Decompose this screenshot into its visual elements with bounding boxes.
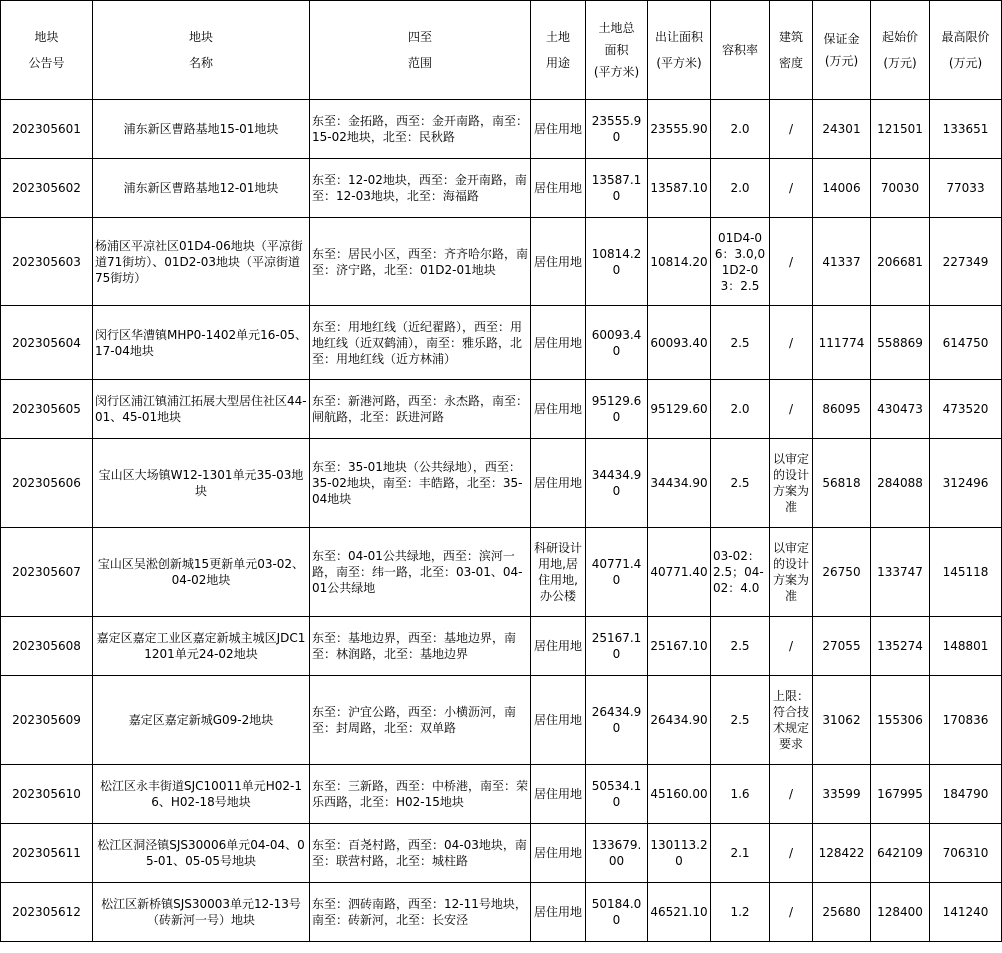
cell-land-use: 科研设计用地,居住用地,办公楼	[531, 528, 586, 617]
header-deposit	[813, 1, 871, 100]
cell-boundaries: 东至：三新路，西至：中桥港，南至：荣乐西路，北至：H02-15地块	[310, 765, 531, 824]
cell-announcement-no: 202305604	[1, 306, 93, 380]
cell-density: /	[770, 218, 813, 306]
cell-boundaries: 东至：04-01公共绿地，西至：滨河一路，南至：纬一路，北至：03-01、04-01公共绿地	[310, 528, 531, 617]
table-row	[1, 824, 1002, 883]
cell-boundaries: 东至：沪宜公路，西至：小横沥河，南至：封周路，北至：双单路	[310, 676, 531, 765]
table-row	[1, 617, 1002, 676]
cell-max-price: 77033	[930, 159, 1002, 218]
cell-announcement-no: 202305603	[1, 218, 93, 306]
cell-sale-area: 45160.00	[648, 765, 711, 824]
cell-start-price: 206681	[871, 218, 930, 306]
cell-parcel-name: 宝山区大场镇W12-1301单元35-03地块	[93, 439, 310, 528]
cell-sale-area: 23555.90	[648, 100, 711, 159]
cell-announcement-no: 202305606	[1, 439, 93, 528]
header-text: 公告号	[28, 56, 65, 70]
cell-parcel-name: 杨浦区平凉社区01D4-06地块（平凉街道71街坊）、01D2-03地块（平凉街道75街坊）	[93, 218, 310, 306]
cell-parcel-name: 松江区永丰街道SJC10011单元H02-16、H02-18号地块	[93, 765, 310, 824]
header-far	[711, 1, 770, 100]
cell-announcement-no: 202305601	[1, 100, 93, 159]
cell-far: 2.1	[711, 824, 770, 883]
cell-max-price: 141240	[930, 883, 1002, 942]
header-text: 用途	[545, 56, 570, 70]
header-text: 建筑	[778, 30, 803, 44]
table-row	[1, 380, 1002, 439]
cell-boundaries: 东至：泗砖南路，西至：12-11号地块，南至：砖新河，北至：长安泾	[310, 883, 531, 942]
cell-boundaries: 东至：新港河路，西至：永杰路，南至：闸航路，北至：跃进河路	[310, 380, 531, 439]
cell-sale-area: 13587.10	[648, 159, 711, 218]
cell-land-use: 居住用地	[531, 765, 586, 824]
cell-parcel-name: 嘉定区嘉定新城G09-2地块	[93, 676, 310, 765]
table-row	[1, 100, 1002, 159]
cell-far: 1.6	[711, 765, 770, 824]
cell-sale-area: 34434.90	[648, 439, 711, 528]
cell-announcement-no: 202305610	[1, 765, 93, 824]
header-text: (万元)	[883, 56, 917, 70]
cell-land-use: 居住用地	[531, 439, 586, 528]
header-text: 起始价	[881, 30, 918, 44]
cell-boundaries: 东至：35-01地块（公共绿地），西至：35-02地块，南至：丰皓路，北至：35-04地块	[310, 439, 531, 528]
cell-density: 上限：符合技术规定要求	[770, 676, 813, 765]
cell-deposit: 27055	[813, 617, 871, 676]
cell-land-use: 居住用地	[531, 824, 586, 883]
header-sale-area	[648, 1, 711, 100]
cell-deposit: 56818	[813, 439, 871, 528]
cell-boundaries: 东至：百尧村路，西至：04-03地块，南至：联营村路，北至：城柱路	[310, 824, 531, 883]
table-row	[1, 159, 1002, 218]
cell-start-price: 167995	[871, 765, 930, 824]
header-text: 名称	[188, 56, 213, 70]
cell-total-area: 34434.90	[586, 439, 648, 528]
cell-sale-area: 130113.20	[648, 824, 711, 883]
header-text: 最高限价	[941, 30, 990, 44]
header-text: (万元)	[824, 54, 859, 68]
cell-parcel-name: 嘉定区嘉定工业区嘉定新城主城区JDC11201单元24-02地块	[93, 617, 310, 676]
cell-total-area: 95129.60	[586, 380, 648, 439]
header-boundaries	[310, 1, 531, 100]
header-text: (平方米)	[593, 65, 640, 79]
header-text: 密度	[778, 56, 803, 70]
cell-total-area: 60093.40	[586, 306, 648, 380]
cell-deposit: 25680	[813, 883, 871, 942]
cell-far: 2.0	[711, 100, 770, 159]
cell-boundaries: 东至：用地红线（近纪翟路），西至：用地红线（近双鹤浦），南至：雅乐路，北至：用地红线（近方林浦）	[310, 306, 531, 380]
cell-sale-area: 46521.10	[648, 883, 711, 942]
header-announcement-no	[1, 1, 93, 100]
cell-deposit: 24301	[813, 100, 871, 159]
cell-start-price: 284088	[871, 439, 930, 528]
cell-parcel-name: 松江区新桥镇SJS30003单元12-13号（砖新河一号）地块	[93, 883, 310, 942]
cell-density: /	[770, 765, 813, 824]
header-text: 范围	[407, 56, 432, 70]
cell-announcement-no: 202305612	[1, 883, 93, 942]
header-text: (平方米)	[656, 56, 702, 70]
cell-start-price: 135274	[871, 617, 930, 676]
cell-parcel-name: 浦东新区曹路基地15-01地块	[93, 100, 310, 159]
cell-start-price: 70030	[871, 159, 930, 218]
header-text: 保证金	[823, 32, 860, 46]
cell-sale-area: 60093.40	[648, 306, 711, 380]
header-text: 容积率	[721, 43, 758, 57]
cell-land-use: 居住用地	[531, 218, 586, 306]
cell-total-area: 26434.90	[586, 676, 648, 765]
cell-far: 03-02：2.5；04-02：4.0	[711, 528, 770, 617]
cell-deposit: 33599	[813, 765, 871, 824]
cell-land-use: 居住用地	[531, 676, 586, 765]
cell-max-price: 227349	[930, 218, 1002, 306]
header-max-price	[930, 1, 1002, 100]
table-row	[1, 218, 1002, 306]
table-row	[1, 306, 1002, 380]
table-row	[1, 439, 1002, 528]
cell-boundaries: 东至：基地边界，西至：基地边界，南至：林润路，北至：基地边界	[310, 617, 531, 676]
cell-max-price: 133651	[930, 100, 1002, 159]
table-row	[1, 765, 1002, 824]
cell-total-area: 23555.90	[586, 100, 648, 159]
cell-max-price: 184790	[930, 765, 1002, 824]
header-text: 四至	[407, 30, 432, 44]
cell-total-area: 10814.20	[586, 218, 648, 306]
cell-announcement-no: 202305609	[1, 676, 93, 765]
cell-density: /	[770, 159, 813, 218]
cell-density: /	[770, 824, 813, 883]
header-land-use	[531, 1, 586, 100]
cell-land-use: 居住用地	[531, 159, 586, 218]
cell-deposit: 86095	[813, 380, 871, 439]
cell-boundaries: 东至：金拓路，西至：金开南路，南至：15-02地块，北至：民秋路	[310, 100, 531, 159]
cell-land-use: 居住用地	[531, 306, 586, 380]
header-row	[1, 1, 1002, 100]
cell-parcel-name: 闵行区浦江镇浦江拓展大型居住社区44-01、45-01地块	[93, 380, 310, 439]
cell-announcement-no: 202305611	[1, 824, 93, 883]
header-text: (万元)	[948, 56, 983, 70]
cell-land-use: 居住用地	[531, 380, 586, 439]
header-text: 土地总	[598, 21, 635, 35]
cell-boundaries: 东至：居民小区，西至：齐齐哈尔路，南至：济宁路，北至：01D2-01地块	[310, 218, 531, 306]
cell-sale-area: 25167.10	[648, 617, 711, 676]
cell-far: 2.5	[711, 676, 770, 765]
cell-far: 01D4-06：3.0,01D2-03：2.5	[711, 218, 770, 306]
cell-max-price: 614750	[930, 306, 1002, 380]
cell-total-area: 133679.00	[586, 824, 648, 883]
table-row	[1, 676, 1002, 765]
cell-announcement-no: 202305608	[1, 617, 93, 676]
cell-start-price: 430473	[871, 380, 930, 439]
cell-max-price: 312496	[930, 439, 1002, 528]
cell-start-price: 642109	[871, 824, 930, 883]
cell-deposit: 41337	[813, 218, 871, 306]
cell-density: 以审定的设计方案为准	[770, 439, 813, 528]
cell-density: /	[770, 306, 813, 380]
cell-parcel-name: 闵行区华漕镇MHP0-1402单元16-05、17-04地块	[93, 306, 310, 380]
header-start-price	[871, 1, 930, 100]
cell-land-use: 居住用地	[531, 883, 586, 942]
cell-far: 2.5	[711, 306, 770, 380]
cell-boundaries: 东至：12-02地块，西至：金开南路，南至：12-03地块，北至：海福路	[310, 159, 531, 218]
cell-sale-area: 26434.90	[648, 676, 711, 765]
header-text: 地块	[34, 30, 59, 44]
cell-total-area: 40771.40	[586, 528, 648, 617]
cell-max-price: 170836	[930, 676, 1002, 765]
cell-total-area: 25167.10	[586, 617, 648, 676]
cell-parcel-name: 松江区洞泾镇SJS30006单元04-04、05-01、05-05号地块	[93, 824, 310, 883]
cell-sale-area: 95129.60	[648, 380, 711, 439]
cell-total-area: 13587.10	[586, 159, 648, 218]
cell-max-price: 706310	[930, 824, 1002, 883]
cell-max-price: 473520	[930, 380, 1002, 439]
header-parcel-name	[93, 1, 310, 100]
cell-start-price: 133747	[871, 528, 930, 617]
cell-far: 1.2	[711, 883, 770, 942]
cell-density: /	[770, 100, 813, 159]
cell-far: 2.5	[711, 617, 770, 676]
cell-land-use: 居住用地	[531, 617, 586, 676]
cell-announcement-no: 202305602	[1, 159, 93, 218]
header-text: 出让面积	[654, 30, 703, 44]
cell-deposit: 26750	[813, 528, 871, 617]
header-text: 面积	[604, 43, 629, 57]
header-text: 土地	[545, 30, 570, 44]
header-density	[770, 1, 813, 100]
cell-sale-area: 10814.20	[648, 218, 711, 306]
cell-total-area: 50184.00	[586, 883, 648, 942]
cell-parcel-name: 浦东新区曹路基地12-01地块	[93, 159, 310, 218]
cell-density: /	[770, 380, 813, 439]
table-row	[1, 528, 1002, 617]
cell-announcement-no: 202305607	[1, 528, 93, 617]
cell-far: 2.5	[711, 439, 770, 528]
cell-density: /	[770, 617, 813, 676]
cell-deposit: 31062	[813, 676, 871, 765]
cell-deposit: 111774	[813, 306, 871, 380]
header-text: 地块	[188, 30, 213, 44]
cell-far: 2.0	[711, 380, 770, 439]
cell-sale-area: 40771.40	[648, 528, 711, 617]
cell-start-price: 155306	[871, 676, 930, 765]
cell-max-price: 145118	[930, 528, 1002, 617]
cell-start-price: 121501	[871, 100, 930, 159]
table-row	[1, 883, 1002, 942]
cell-deposit: 14006	[813, 159, 871, 218]
cell-land-use: 居住用地	[531, 100, 586, 159]
cell-announcement-no: 202305605	[1, 380, 93, 439]
cell-density: 以审定的设计方案为准	[770, 528, 813, 617]
cell-density: /	[770, 883, 813, 942]
header-total-area	[586, 1, 648, 100]
cell-max-price: 148801	[930, 617, 1002, 676]
cell-start-price: 128400	[871, 883, 930, 942]
cell-parcel-name: 宝山区吴淞创新城15更新单元03-02、04-02地块	[93, 528, 310, 617]
cell-total-area: 50534.10	[586, 765, 648, 824]
cell-start-price: 558869	[871, 306, 930, 380]
cell-deposit: 128422	[813, 824, 871, 883]
cell-far: 2.0	[711, 159, 770, 218]
